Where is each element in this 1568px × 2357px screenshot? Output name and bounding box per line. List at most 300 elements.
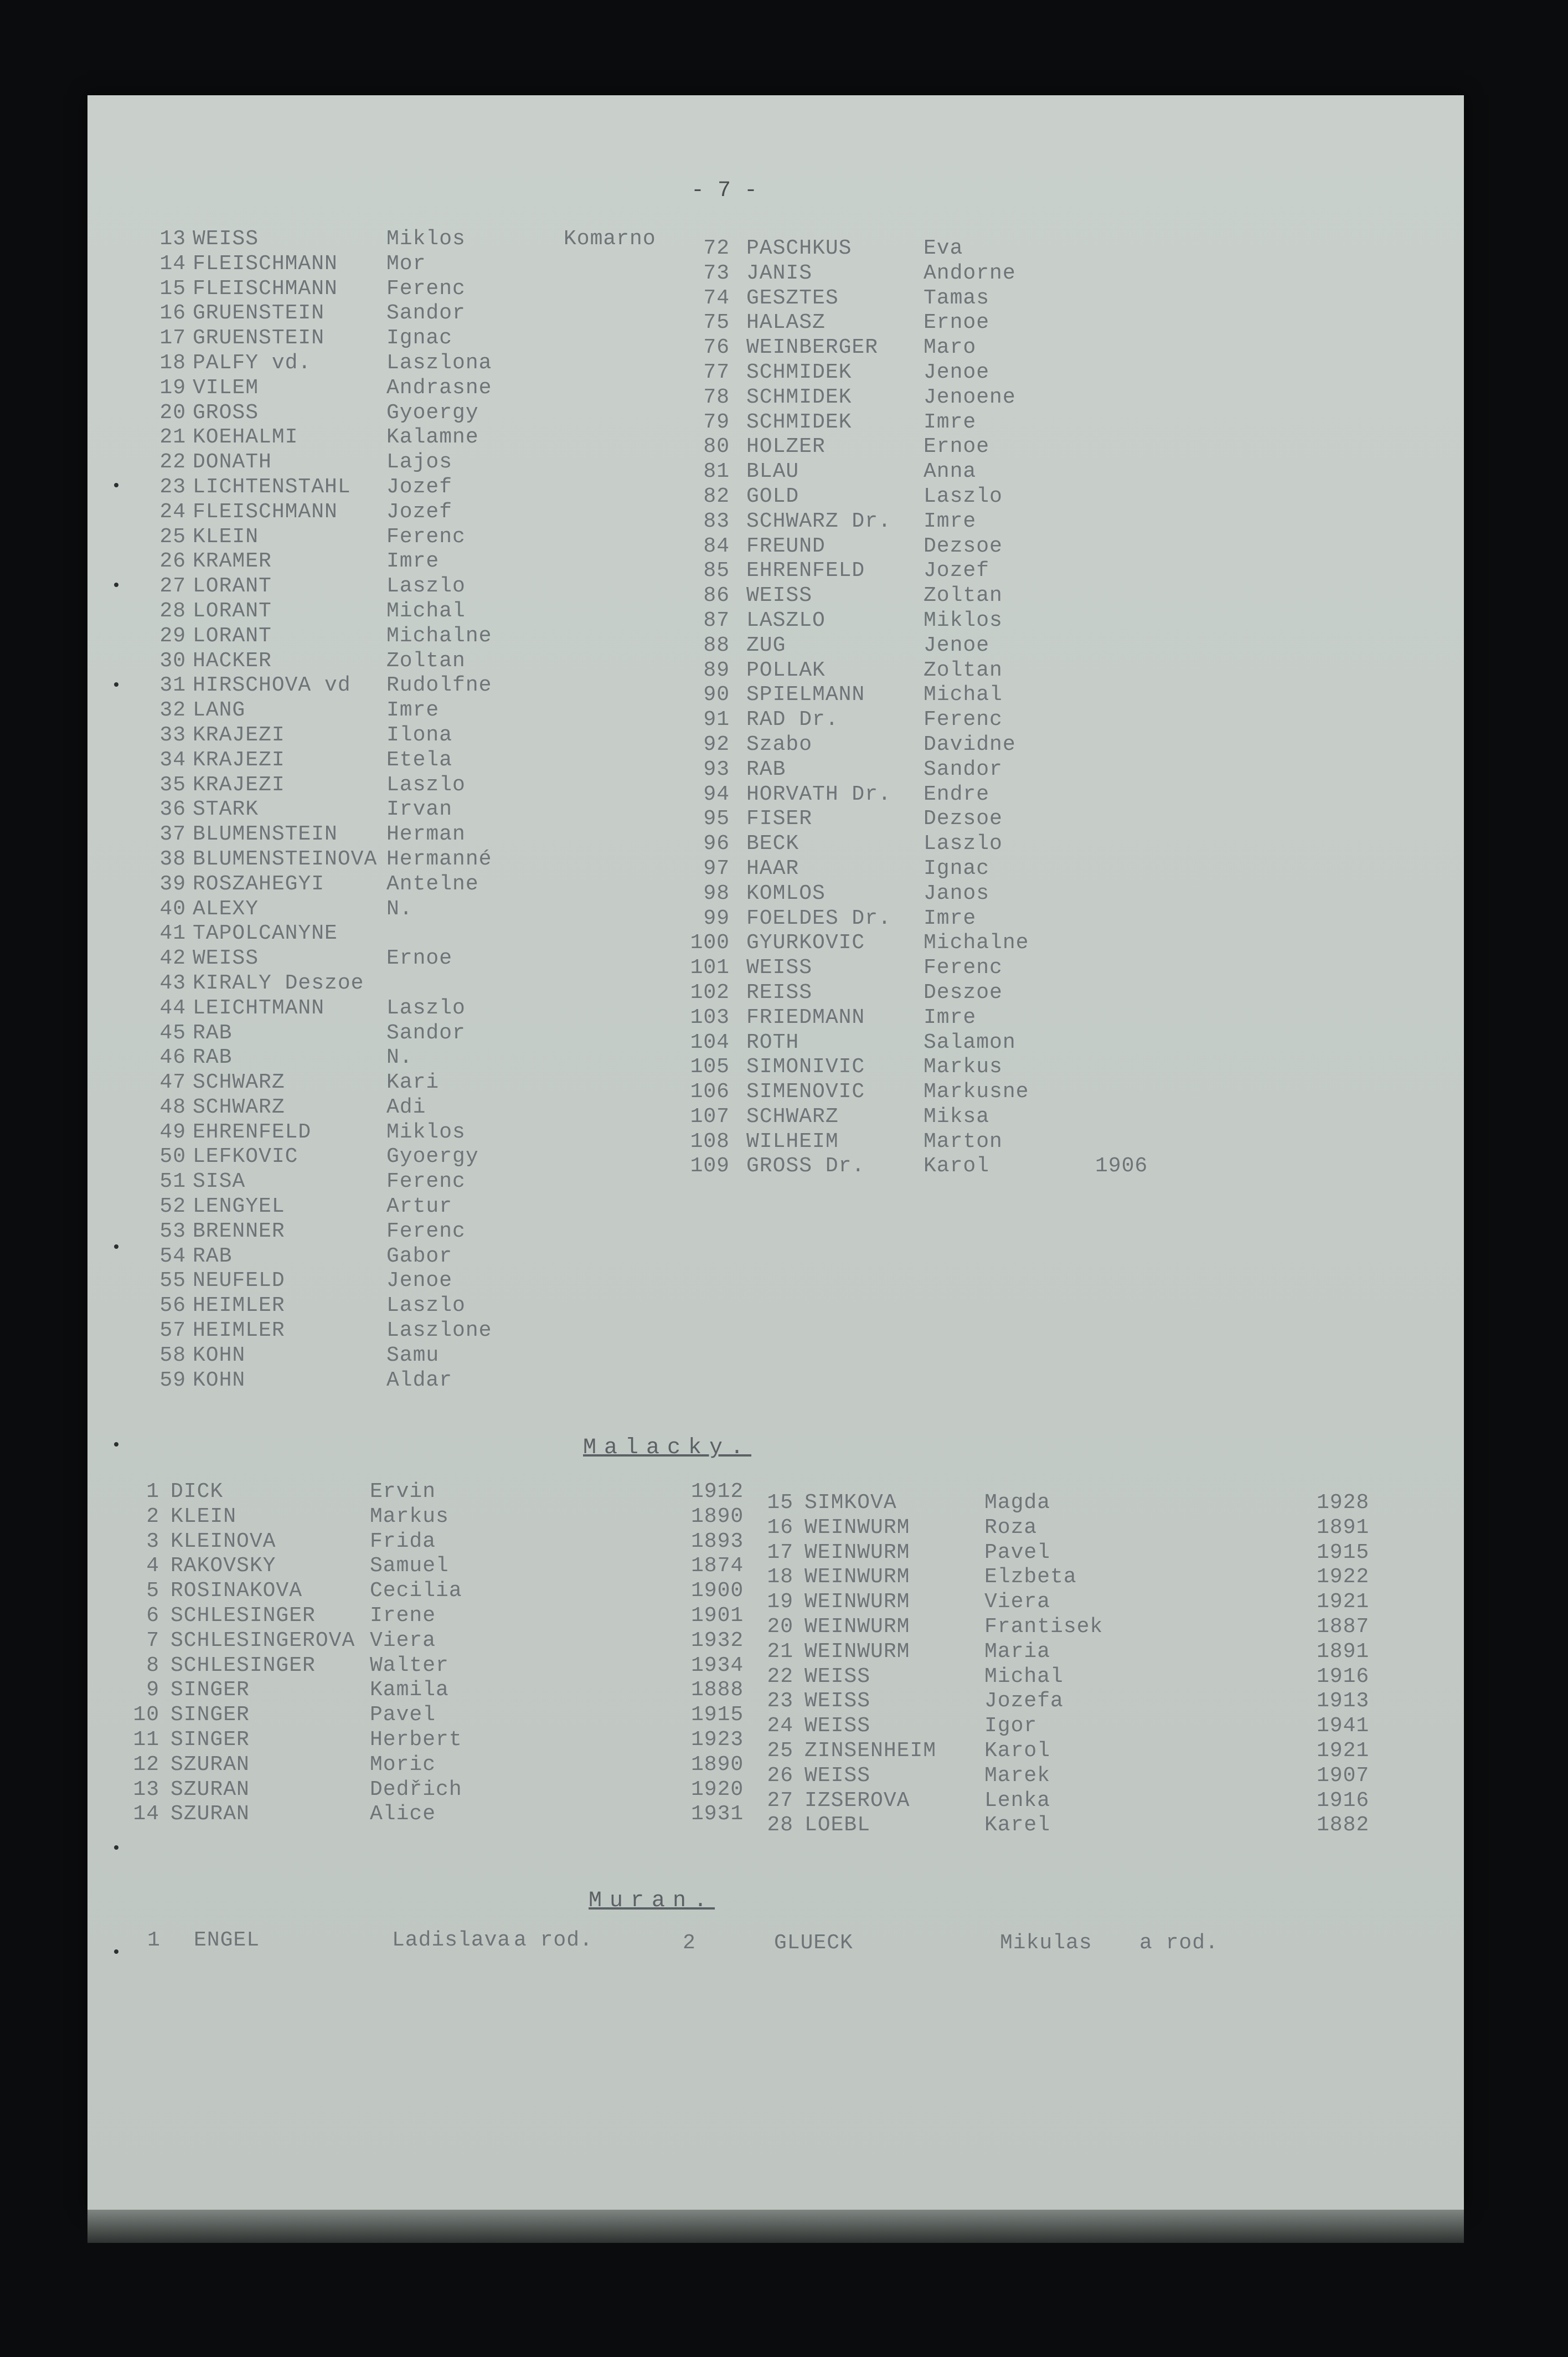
entry-number: 105 — [690, 1055, 730, 1079]
entry-given-name: Jozef — [386, 475, 453, 499]
list-item — [154, 326, 652, 351]
list-item — [154, 624, 652, 649]
entry-number: 96 — [703, 832, 730, 856]
entry-surname: GOLD — [746, 484, 800, 508]
entry-number: 32 — [159, 698, 186, 723]
entry-year: 1890 — [691, 1752, 744, 1777]
entry-surname: HALASZ — [746, 311, 826, 335]
entry-given-name: Zoltan — [386, 649, 466, 673]
entry-surname: KOEHALMI — [193, 425, 298, 450]
entry-surname: ZINSENHEIM — [804, 1738, 937, 1763]
entry-surname: LEICHTMANN — [193, 996, 325, 1020]
list-item — [685, 460, 1239, 485]
list-item — [132, 1753, 763, 1778]
list-item — [685, 1006, 1239, 1031]
entry-surname: SCHLESINGER — [171, 1653, 316, 1677]
entry-surname: DONATH — [193, 450, 272, 475]
entry-number: 39 — [159, 872, 186, 896]
entry-number: 51 — [159, 1170, 186, 1194]
list-item — [132, 1505, 763, 1530]
entry-number: 91 — [703, 708, 730, 732]
entry-number: 106 — [690, 1080, 730, 1104]
entry-given-name: Sandor — [386, 301, 466, 326]
komarno-list-left — [154, 227, 652, 1393]
entry-number: 99 — [703, 906, 730, 930]
entry-number: 7 — [146, 1628, 159, 1653]
list-item — [132, 1678, 763, 1703]
entry-number: 34 — [159, 748, 186, 772]
entry-surname: EHRENFELD — [193, 1120, 312, 1144]
entry-given-name: Ilona — [386, 723, 453, 747]
entry-surname: SZURAN — [171, 1777, 250, 1802]
entry-number: 77 — [703, 360, 730, 384]
entry-surname: SINGER — [171, 1727, 250, 1752]
entry-surname: RAD Dr. — [746, 708, 839, 732]
entry-year: 1882 — [1317, 1813, 1370, 1838]
entry-surname: KLEINOVA — [171, 1529, 276, 1553]
list-item — [132, 1629, 763, 1654]
entry-surname: WEISS — [746, 584, 813, 608]
punch-hole — [114, 1949, 118, 1954]
list-item — [685, 1105, 1239, 1130]
entry-surname: LORANT — [193, 574, 272, 599]
entry-given-name: Endre — [924, 782, 990, 806]
entry-number: 104 — [690, 1030, 730, 1054]
list-item — [154, 971, 652, 996]
entry-number: 100 — [690, 931, 730, 955]
entry-surname: STARK — [193, 797, 259, 822]
entry-given-name: Sandor — [386, 1021, 466, 1045]
entry-surname: KOHN — [193, 1343, 246, 1367]
entry-given-name: Karol — [924, 1154, 990, 1179]
entry-given-name: Zoltan — [924, 584, 1003, 608]
entry-given-name: Laszlo — [924, 484, 1003, 508]
list-item — [154, 797, 652, 822]
entry-number: 23 — [767, 1689, 793, 1713]
entry-given-name: Gyoergy — [386, 400, 479, 425]
entry-surname: SINGER — [171, 1703, 250, 1727]
entry-surname: FLEISCHMANN — [193, 500, 338, 524]
entry-number: 10 — [133, 1703, 159, 1727]
punch-hole — [114, 483, 118, 487]
entry-number: 81 — [703, 460, 730, 484]
list-item — [154, 574, 652, 599]
punch-hole — [114, 583, 118, 587]
entry-given-name: Marton — [924, 1129, 1003, 1154]
entry-given-name: Kalamne — [386, 425, 479, 450]
entry-surname: RAB — [193, 1244, 233, 1268]
entry-number: 92 — [703, 732, 730, 756]
list-item — [154, 1368, 652, 1393]
list-item — [685, 882, 1239, 907]
entry-given-name: Ignac — [924, 856, 990, 881]
entry-surname: BLUMENSTEIN — [193, 822, 338, 847]
list-item — [685, 658, 1239, 683]
entry-given-name: Imre — [924, 1005, 977, 1030]
list-item — [685, 261, 1239, 286]
list-item — [154, 897, 652, 922]
entry-number: 84 — [703, 534, 730, 558]
entry-surname: KLEIN — [171, 1504, 237, 1529]
punch-hole — [114, 1845, 118, 1850]
entry-surname: KOMLOS — [746, 881, 826, 905]
entry-given-name: Andrasne — [386, 375, 492, 400]
list-item — [132, 1480, 763, 1505]
punch-hole — [114, 682, 118, 687]
list-item — [154, 822, 652, 847]
entry-surname: HORVATH Dr. — [746, 782, 891, 806]
list-item — [154, 1319, 652, 1344]
list-item — [763, 1615, 1383, 1640]
list-item — [132, 1778, 763, 1803]
entry-given-name: Ernoe — [924, 311, 990, 335]
entry-number: 17 — [159, 326, 186, 351]
entry-year: 1887 — [1317, 1614, 1370, 1639]
entry-number: 8 — [146, 1653, 159, 1677]
list-item — [154, 301, 652, 326]
entry-given-name: Dezsoe — [924, 534, 1003, 558]
entry-surname: GROSS Dr. — [746, 1154, 865, 1179]
list-item — [685, 584, 1239, 609]
entry-given-name: Ladislava — [392, 1928, 511, 1952]
entry-number: 14 — [133, 1802, 159, 1826]
entry-year: 1916 — [1317, 1664, 1370, 1689]
entry-number: 37 — [159, 822, 186, 847]
entry-given-name: Alice — [370, 1802, 436, 1826]
entry-number: 11 — [133, 1727, 159, 1752]
list-item — [154, 773, 652, 798]
entry-surname: BRENNER — [193, 1219, 285, 1243]
entry-year: 1931 — [691, 1802, 744, 1826]
entry-number: 26 — [767, 1763, 793, 1788]
entry-surname: SCHMIDEK — [746, 410, 852, 434]
entry-year: 1901 — [691, 1603, 744, 1628]
list-item — [763, 1590, 1383, 1615]
entry-year: 1941 — [1317, 1714, 1370, 1738]
entry-given-name: Gabor — [386, 1244, 453, 1268]
entry-surname: GRUENSTEIN — [193, 301, 325, 326]
entry-surname: ZUG — [746, 633, 786, 657]
entry-given-name: N. — [386, 897, 413, 921]
list-item — [154, 748, 652, 773]
entry-surname: REISS — [746, 980, 813, 1005]
entry-given-name: Hermanné — [386, 847, 492, 871]
entry-given-name: Pavel — [984, 1540, 1051, 1565]
entry-surname: HEIMLER — [193, 1319, 285, 1343]
list-item — [685, 1080, 1239, 1105]
list-item — [685, 981, 1239, 1006]
list-item — [763, 1689, 1383, 1714]
entry-number: 2 — [683, 1931, 696, 1955]
entry-number: 57 — [159, 1319, 186, 1343]
list-item — [132, 1554, 763, 1579]
entry-number: 14 — [159, 251, 186, 276]
list-item — [685, 1055, 1239, 1080]
entry-given-name: Laszlone — [386, 1319, 492, 1343]
entry-number: 98 — [703, 881, 730, 905]
list-item — [685, 361, 1239, 385]
list-item — [685, 410, 1239, 435]
entry-number: 23 — [159, 475, 186, 499]
entry-surname: WEINWURM — [804, 1614, 910, 1639]
list-item — [132, 1802, 763, 1827]
list-item — [154, 723, 652, 748]
list-item — [685, 311, 1239, 336]
entry-given-name: Salamon — [924, 1030, 1016, 1054]
entry-number: 50 — [159, 1145, 186, 1169]
list-item — [154, 500, 652, 525]
entry-number: 1 — [146, 1480, 159, 1504]
entry-surname: FLEISCHMANN — [193, 251, 338, 276]
entry-given-name: Samu — [386, 1343, 440, 1367]
entry-surname: KRAJEZI — [193, 773, 285, 797]
entry-surname: WEINBERGER — [746, 336, 879, 360]
list-item — [685, 758, 1239, 783]
entry-surname: WEINWURM — [804, 1515, 910, 1540]
entry-given-name: Zoltan — [924, 658, 1003, 682]
punch-hole — [114, 1244, 118, 1249]
entry-given-name: Ferenc — [386, 524, 466, 549]
entry-surname: SCHWARZ — [746, 1104, 839, 1129]
entry-number: 18 — [159, 351, 186, 375]
entry-surname: WEINWURM — [804, 1590, 910, 1614]
entry-given-name: Jenoe — [924, 360, 990, 384]
entry-year: 1891 — [1317, 1639, 1370, 1664]
list-item — [154, 450, 652, 475]
list-item — [132, 1530, 763, 1555]
entry-given-name: Jenoe — [924, 633, 990, 657]
list-item — [685, 336, 1239, 361]
entry-number: 47 — [159, 1071, 186, 1095]
list-item — [132, 1604, 763, 1629]
entry-number: 16 — [159, 301, 186, 326]
entry-number: 16 — [767, 1515, 793, 1540]
entry-number: 12 — [133, 1752, 159, 1777]
entry-surname: SINGER — [171, 1678, 250, 1702]
entry-surname: KRAJEZI — [193, 723, 285, 747]
entry-given-name: Gyoergy — [386, 1145, 479, 1169]
entry-given-name: Michal — [924, 683, 1003, 707]
entry-number: 109 — [690, 1154, 730, 1179]
list-item — [685, 956, 1239, 981]
entry-surname: LOEBL — [804, 1813, 871, 1838]
entry-number: 54 — [159, 1244, 186, 1268]
entry-number: 93 — [703, 757, 730, 781]
list-item — [763, 1813, 1383, 1838]
entry-given-name: Laszlo — [924, 832, 1003, 856]
list-item — [154, 599, 652, 624]
entry-given-name: Dedřich — [370, 1777, 462, 1802]
entry-number: 9 — [146, 1678, 159, 1702]
entry-number: 27 — [159, 574, 186, 599]
entry-given-name: Michal — [386, 599, 466, 623]
entry-number: 31 — [159, 673, 186, 698]
entry-given-name: Jenoene — [924, 385, 1016, 409]
entry-given-name: Laszlo — [386, 1294, 466, 1318]
entry-note: a rod. — [514, 1928, 593, 1952]
entry-surname: SZURAN — [171, 1752, 250, 1777]
list-item — [685, 1154, 1239, 1179]
entry-surname: SCHLESINGEROVA — [171, 1628, 355, 1653]
entry-number: 6 — [146, 1603, 159, 1628]
entry-surname: LICHTENSTAHL — [193, 475, 351, 499]
entry-surname: KRAMER — [193, 549, 272, 574]
page-edge-shadow — [87, 2210, 1464, 2243]
list-item — [154, 1095, 652, 1120]
entry-number: 56 — [159, 1294, 186, 1318]
list-item — [132, 1728, 763, 1753]
entry-surname: WEISS — [746, 956, 813, 980]
entry-number: 25 — [159, 524, 186, 549]
entry-given-name: Miklos — [386, 1120, 466, 1144]
entry-number: 13 — [159, 227, 186, 251]
list-item — [685, 1130, 1239, 1155]
malacky-list-right — [763, 1491, 1383, 1838]
entry-number: 83 — [703, 509, 730, 533]
list-item — [685, 832, 1239, 857]
list-item — [154, 1170, 652, 1195]
entry-given-name: Michal — [984, 1664, 1064, 1689]
entry-surname: GYURKOVIC — [746, 931, 865, 955]
entry-number: 72 — [703, 236, 730, 260]
entry-number: 97 — [703, 856, 730, 881]
entry-given-name: Aldar — [386, 1368, 453, 1392]
entry-year: 1900 — [691, 1579, 744, 1603]
list-item — [763, 1541, 1383, 1566]
entry-number: 89 — [703, 658, 730, 682]
entry-number: 30 — [159, 649, 186, 673]
entry-number: 44 — [159, 996, 186, 1020]
entry-number: 79 — [703, 410, 730, 434]
list-item — [763, 1739, 1383, 1764]
entry-given-name: Eva — [924, 236, 963, 260]
entry-surname: WEISS — [193, 946, 259, 971]
list-item — [154, 1244, 652, 1269]
entry-number: 59 — [159, 1368, 186, 1392]
entry-number: 21 — [767, 1639, 793, 1664]
entry-number: 80 — [703, 435, 730, 459]
entry-year: 1934 — [691, 1653, 744, 1677]
entry-given-name: Mikulas — [1000, 1931, 1092, 1955]
list-item — [154, 946, 652, 971]
list-item — [685, 907, 1239, 932]
entry-number: 21 — [159, 425, 186, 450]
entry-surname: SZURAN — [171, 1802, 250, 1826]
entry-given-name: Laszlo — [386, 996, 466, 1020]
entry-given-name: Jozef — [924, 559, 990, 583]
entry-surname: ENGEL — [194, 1928, 260, 1952]
entry-number: 20 — [159, 400, 186, 425]
entry-number: 85 — [703, 559, 730, 583]
entry-given-name: Miklos — [924, 608, 1003, 632]
entry-number: 28 — [767, 1813, 793, 1838]
entry-number: 5 — [146, 1579, 159, 1603]
document-page — [87, 95, 1464, 2210]
entry-number: 103 — [690, 1005, 730, 1030]
entry-number: 19 — [159, 375, 186, 400]
entry-number: 19 — [767, 1590, 793, 1614]
entry-given-name: N. — [386, 1046, 413, 1070]
entry-year: 1921 — [1317, 1590, 1370, 1614]
entry-number: 13 — [133, 1777, 159, 1802]
entry-surname: SCHWARZ — [193, 1095, 285, 1119]
entry-given-name: Maria — [984, 1639, 1051, 1664]
entry-given-name: Markus — [370, 1504, 449, 1529]
entry-surname: FREUND — [746, 534, 826, 558]
entry-given-name: Tamas — [924, 286, 990, 310]
entry-number: 108 — [690, 1129, 730, 1154]
entry-year: 1891 — [1317, 1515, 1370, 1540]
entry-given-name: Ernoe — [386, 946, 453, 971]
entry-surname: WEINWURM — [804, 1565, 910, 1589]
entry-number: 4 — [146, 1554, 159, 1578]
entry-given-name: Dezsoe — [924, 807, 1003, 831]
entry-surname: BLUMENSTEINOVA — [193, 847, 378, 871]
list-item — [685, 510, 1239, 534]
entry-surname: LORANT — [193, 624, 272, 648]
entry-surname: WEINWURM — [804, 1639, 910, 1664]
entry-surname: WEINWURM — [804, 1540, 910, 1565]
entry-year: 1921 — [1317, 1738, 1370, 1763]
list-item — [763, 1640, 1383, 1665]
entry-given-name: Sandor — [924, 757, 1003, 781]
entry-surname: ROSINAKOVA — [171, 1579, 303, 1603]
entry-given-name: Ervin — [370, 1480, 436, 1504]
entry-year: 1888 — [691, 1678, 744, 1702]
entry-number: 41 — [159, 922, 186, 946]
entry-surname: GROSS — [193, 400, 259, 425]
entry-surname: FOELDES Dr. — [746, 906, 891, 930]
entry-surname: SCHWARZ — [193, 1071, 285, 1095]
komarno-place: Komarno — [564, 227, 656, 251]
entry-given-name: Irene — [370, 1603, 436, 1628]
entry-number: 15 — [159, 276, 186, 301]
entry-number: 43 — [159, 971, 186, 995]
list-item — [685, 807, 1239, 832]
entry-given-name: Elzbeta — [984, 1565, 1077, 1589]
entry-number: 76 — [703, 336, 730, 360]
entry-number: 15 — [767, 1491, 793, 1515]
entry-given-name: Maro — [924, 336, 977, 360]
entry-surname: SISA — [193, 1170, 246, 1194]
list-item — [685, 634, 1239, 658]
entry-surname: SPIELMANN — [746, 683, 865, 707]
list-item — [685, 783, 1239, 807]
entry-surname: WEISS — [804, 1763, 871, 1788]
entry-surname: KIRALY Deszoe — [193, 971, 364, 995]
entry-surname: HACKER — [193, 649, 272, 673]
entry-given-name: Rudolfne — [386, 673, 492, 698]
list-item — [763, 1565, 1383, 1590]
entry-number: 55 — [159, 1269, 186, 1293]
list-item — [154, 475, 652, 500]
entry-year: 1916 — [1317, 1788, 1370, 1813]
entry-surname: FRIEDMANN — [746, 1005, 865, 1030]
entry-year: 1920 — [691, 1777, 744, 1802]
entry-surname: SIMONIVIC — [746, 1055, 865, 1079]
entry-given-name: Andorne — [924, 261, 1016, 285]
entry-year: 1932 — [691, 1628, 744, 1653]
entry-year: 1893 — [691, 1529, 744, 1553]
list-item — [154, 847, 652, 872]
entry-surname: ALEXY — [193, 897, 259, 921]
entry-number: 40 — [159, 897, 186, 921]
entry-given-name: Jozef — [386, 500, 453, 524]
list-item — [154, 1046, 652, 1071]
list-item — [154, 996, 652, 1021]
list-item — [685, 485, 1239, 510]
entry-surname: WEISS — [804, 1714, 871, 1738]
